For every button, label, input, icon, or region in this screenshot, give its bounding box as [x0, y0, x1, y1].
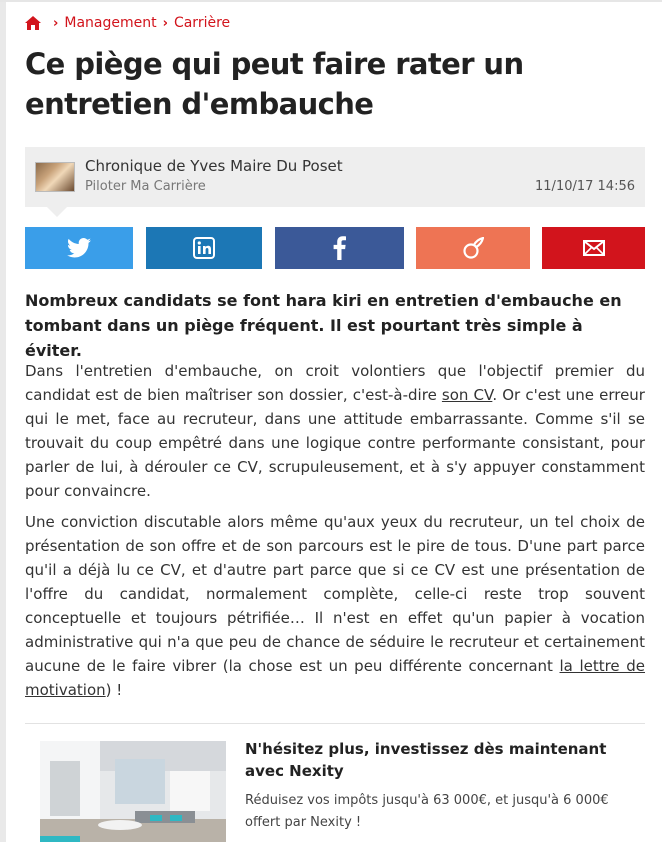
promo-image[interactable]	[40, 741, 226, 842]
publish-date: 11/10/17 14:56	[535, 179, 635, 194]
share-twitter-button[interactable]	[25, 227, 133, 269]
cv-link[interactable]: son CV	[441, 386, 493, 404]
paragraph-text: Une conviction discutable alors même qu'aux yeux du recruteur, un tel choix de présentation de son offre et de son parcours est le pire de tous. D'une part parce qu'il a déjà lu ce CV, et d'autre part parce que si ce CV est une présentation de l'offre du candidat, normalement complète, celle-ci reste trop souvent conceptuelle et toujours pétrifiée… Il n'est en effet qu'un papier à vocation administrative qui n'a que peu de chance de séduire le recruteur et certainement aucune de le faire vibrer (la chose est un peu différente concernant	[25, 513, 645, 675]
paragraph-text: . Or c'est une erreur qui le met, face au recruteur, dans une attitude embarrassante. Comme s'il se trouvait du coup empêtré dans une logique contre performante consistant, pour parler de lui, à dérouler ce CV, scrupuleusement, et à s'y appuyer constamment pour convaincre.	[25, 386, 645, 500]
article-paragraph	[25, 510, 645, 702]
viadeo-icon	[462, 237, 484, 259]
facebook-icon	[333, 236, 346, 260]
blog-name[interactable]: Piloter Ma Carrière	[85, 179, 206, 194]
promo-text: Réduisez vos impôts jusqu'à 63 000€, et jusqu'à 6 000€ offert par Nexity !	[245, 793, 609, 830]
author-avatar[interactable]	[35, 162, 75, 192]
share-bar	[25, 227, 645, 269]
chevron-right-icon: ›	[53, 15, 59, 31]
author-box	[25, 147, 645, 207]
share-linkedin-button[interactable]	[146, 227, 262, 269]
divider	[25, 723, 645, 724]
share-facebook-button[interactable]	[275, 227, 404, 269]
share-email-button[interactable]	[542, 227, 645, 269]
chevron-right-icon: ›	[162, 15, 168, 31]
cover-letter-link[interactable]: la lettre de motivation	[25, 657, 645, 699]
linkedin-icon	[193, 237, 215, 259]
breadcrumb-item-carriere[interactable]: Carrière	[173, 15, 231, 31]
twitter-icon	[67, 238, 91, 258]
home-icon[interactable]	[25, 16, 41, 30]
author-box-pointer	[47, 207, 67, 217]
promo-title[interactable]: N'hésitez plus, investissez dès maintenant avec Nexity	[245, 740, 607, 780]
breadcrumb	[25, 14, 230, 32]
breadcrumb-item-management[interactable]: Management	[64, 15, 157, 31]
author-name[interactable]: Chronique de Yves Maire Du Poset	[85, 157, 343, 175]
share-viadeo-button[interactable]	[416, 227, 530, 269]
page-top-border	[0, 0, 662, 2]
paragraph-text: ) !	[105, 681, 123, 699]
article-title: Ce piège qui peut faire rater un entretien d'embauche	[25, 47, 524, 121]
paragraph-text: Dans l'entretien d'embauche, on croit volontiers que l'objectif premier du candidat est de bien maîtriser son dossier, c'est-à-dire	[25, 362, 645, 404]
mail-icon	[583, 240, 605, 256]
article-lead: Nombreux candidats se font hara kiri en entretien d'embauche en tombant dans un piège fréquent. Il est pourtant très simple à éviter.	[25, 291, 622, 360]
article-paragraph	[25, 359, 645, 503]
page-left-border	[0, 0, 6, 842]
